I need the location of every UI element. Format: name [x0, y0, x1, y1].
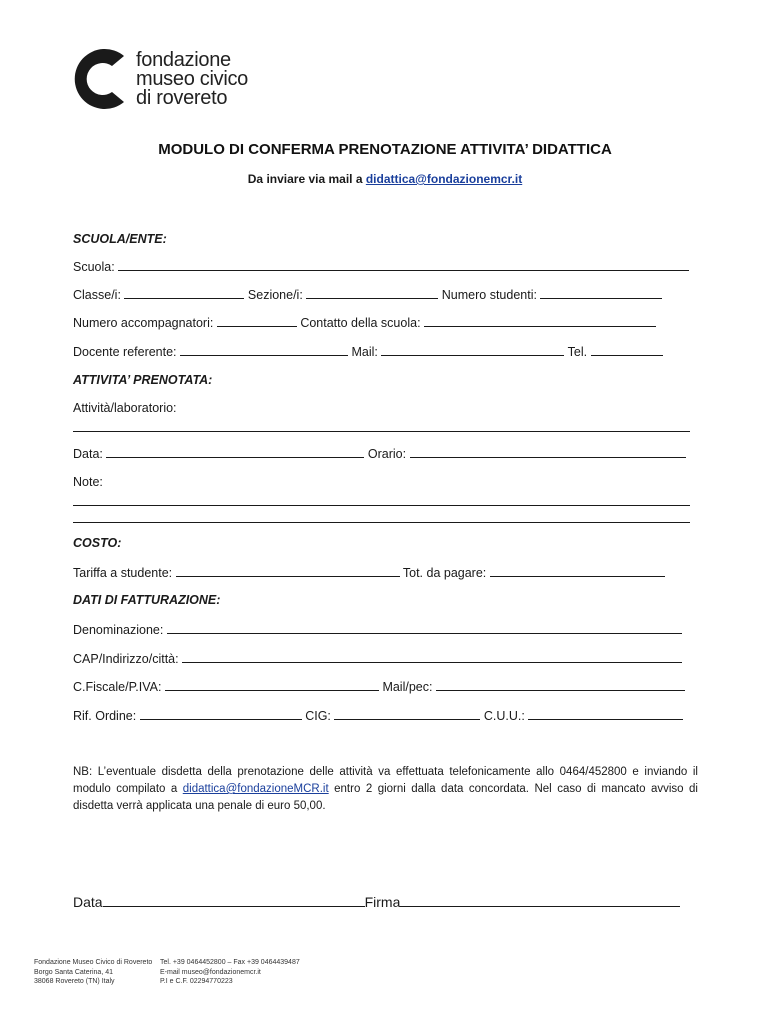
note-field-line-2[interactable] — [73, 522, 690, 523]
classe-field[interactable] — [124, 287, 244, 299]
row-docente — [73, 344, 663, 359]
cig-field[interactable] — [334, 708, 480, 720]
logo-line-1: fondazione — [136, 49, 231, 71]
tariffa-field[interactable] — [176, 565, 400, 577]
logo — [66, 44, 248, 114]
signature-data-label: Data — [73, 894, 103, 910]
scuola-field[interactable] — [118, 259, 689, 271]
data-label: Data: — [73, 447, 103, 461]
tot-field[interactable] — [490, 565, 665, 577]
attivita-label: Attività/laboratorio: — [73, 401, 177, 415]
contatto-label: Contatto della scuola: — [300, 316, 421, 330]
cf-label: C.Fiscale/P.IVA: — [73, 680, 162, 694]
contatto-field[interactable] — [424, 315, 656, 327]
docente-label: Docente referente: — [73, 345, 177, 359]
section-heading-attivita: ATTIVITA’ PRENOTATA: — [73, 373, 213, 387]
row-accompagnatori — [73, 315, 656, 330]
logo-wordmark — [136, 51, 248, 108]
signature-row — [73, 893, 680, 910]
orario-field[interactable] — [410, 446, 686, 458]
row-rif — [73, 708, 683, 723]
logo-line-2: museo civico — [136, 68, 248, 90]
subtitle-email-link[interactable]: didattica@fondazionemcr.it — [365, 172, 523, 186]
footer-address-line: Fondazione Museo Civico di Rovereto — [34, 959, 153, 966]
accompagnatori-field[interactable] — [217, 315, 297, 327]
subtitle — [0, 172, 770, 186]
footer-address-line: Borgo Santa Caterina, 41 — [34, 968, 113, 976]
logo-c-mark-icon — [66, 44, 130, 114]
cuu-field[interactable] — [528, 708, 683, 720]
footer-contact-line: Tel. +39 0464452800 – Fax +39 0464439487 — [160, 959, 300, 966]
tel-label: Tel. — [567, 345, 588, 359]
orario-label: Orario: — [367, 447, 407, 461]
row-classe — [73, 287, 662, 302]
section-heading-fatturazione: DATI DI FATTURAZIONE: — [73, 593, 221, 607]
denominazione-label: Denominazione: — [73, 623, 164, 637]
sezione-field[interactable] — [306, 287, 438, 299]
accompagnatori-label: Numero accompagnatori: — [73, 316, 214, 330]
row-denominazione — [73, 622, 682, 637]
signature-firma-label: Firma — [364, 894, 401, 910]
denominazione-field[interactable] — [167, 622, 682, 634]
nb-text-part2: entro 2 giorni dalla data concordata. Nel caso di mancato avviso di disdetta verrà applicata una penale di euro 50,00. — [73, 783, 698, 812]
cig-label: CIG: — [305, 709, 331, 723]
footer-contacts — [160, 958, 300, 987]
cuu-label: C.U.U.: — [483, 709, 525, 723]
row-scuola — [73, 259, 689, 274]
pec-label: Mail/pec: — [382, 680, 433, 694]
note-field-line-1[interactable] — [73, 505, 690, 506]
pec-field[interactable] — [436, 679, 685, 691]
row-cap — [73, 651, 682, 666]
nb-paragraph — [73, 764, 698, 815]
footer-contact-line: E-mail museo@fondazionemcr.it — [160, 968, 261, 976]
numero-studenti-field[interactable] — [540, 287, 662, 299]
numero-studenti-label: Numero studenti: — [441, 288, 537, 302]
data-field[interactable] — [106, 446, 364, 458]
row-tariffa — [73, 565, 665, 580]
cap-field[interactable] — [182, 651, 682, 663]
footer-address-line: 38068 Rovereto (TN) Italy — [34, 978, 115, 985]
section-heading-scuola: SCUOLA/ENTE: — [73, 232, 167, 246]
row-cf — [73, 679, 685, 694]
footer-address — [34, 958, 152, 987]
rif-field[interactable] — [140, 708, 302, 720]
tariffa-label: Tariffa a studente: — [73, 566, 173, 580]
attivita-field[interactable] — [73, 431, 690, 432]
mail-field[interactable] — [381, 344, 564, 356]
sezione-label: Sezione/i: — [247, 288, 303, 302]
tot-label: Tot. da pagare: — [402, 566, 487, 580]
tel-field[interactable] — [591, 344, 663, 356]
cf-field[interactable] — [165, 679, 379, 691]
page-title: MODULO DI CONFERMA PRENOTAZIONE ATTIVITA’ DIDATTICA — [158, 141, 612, 158]
signature-data-field[interactable] — [103, 893, 365, 907]
docente-field[interactable] — [180, 344, 348, 356]
row-data-orario — [73, 446, 686, 461]
cap-label: CAP/Indirizzo/città: — [73, 652, 179, 666]
subtitle-prefix: Da inviare via mail a — [247, 172, 366, 186]
section-heading-costo: COSTO: — [73, 536, 122, 550]
note-label: Note: — [73, 475, 103, 489]
scuola-label: Scuola: — [73, 260, 115, 274]
signature-firma-field[interactable] — [400, 893, 680, 907]
rif-label: Rif. Ordine: — [73, 709, 137, 723]
classe-label: Classe/i: — [73, 288, 121, 302]
footer-contact-line: P.I e C.F. 02294770223 — [160, 978, 233, 985]
nb-text-part1: NB: L’eventuale disdetta della prenotazione delle attività va effettuata telefonicamente allo 0464/452800 e inviando il modulo compilato a — [73, 766, 698, 795]
logo-line-3: di rovereto — [136, 87, 228, 109]
nb-email-link[interactable]: didattica@fondazioneMCR.it — [182, 783, 329, 795]
mail-label: Mail: — [351, 345, 378, 359]
